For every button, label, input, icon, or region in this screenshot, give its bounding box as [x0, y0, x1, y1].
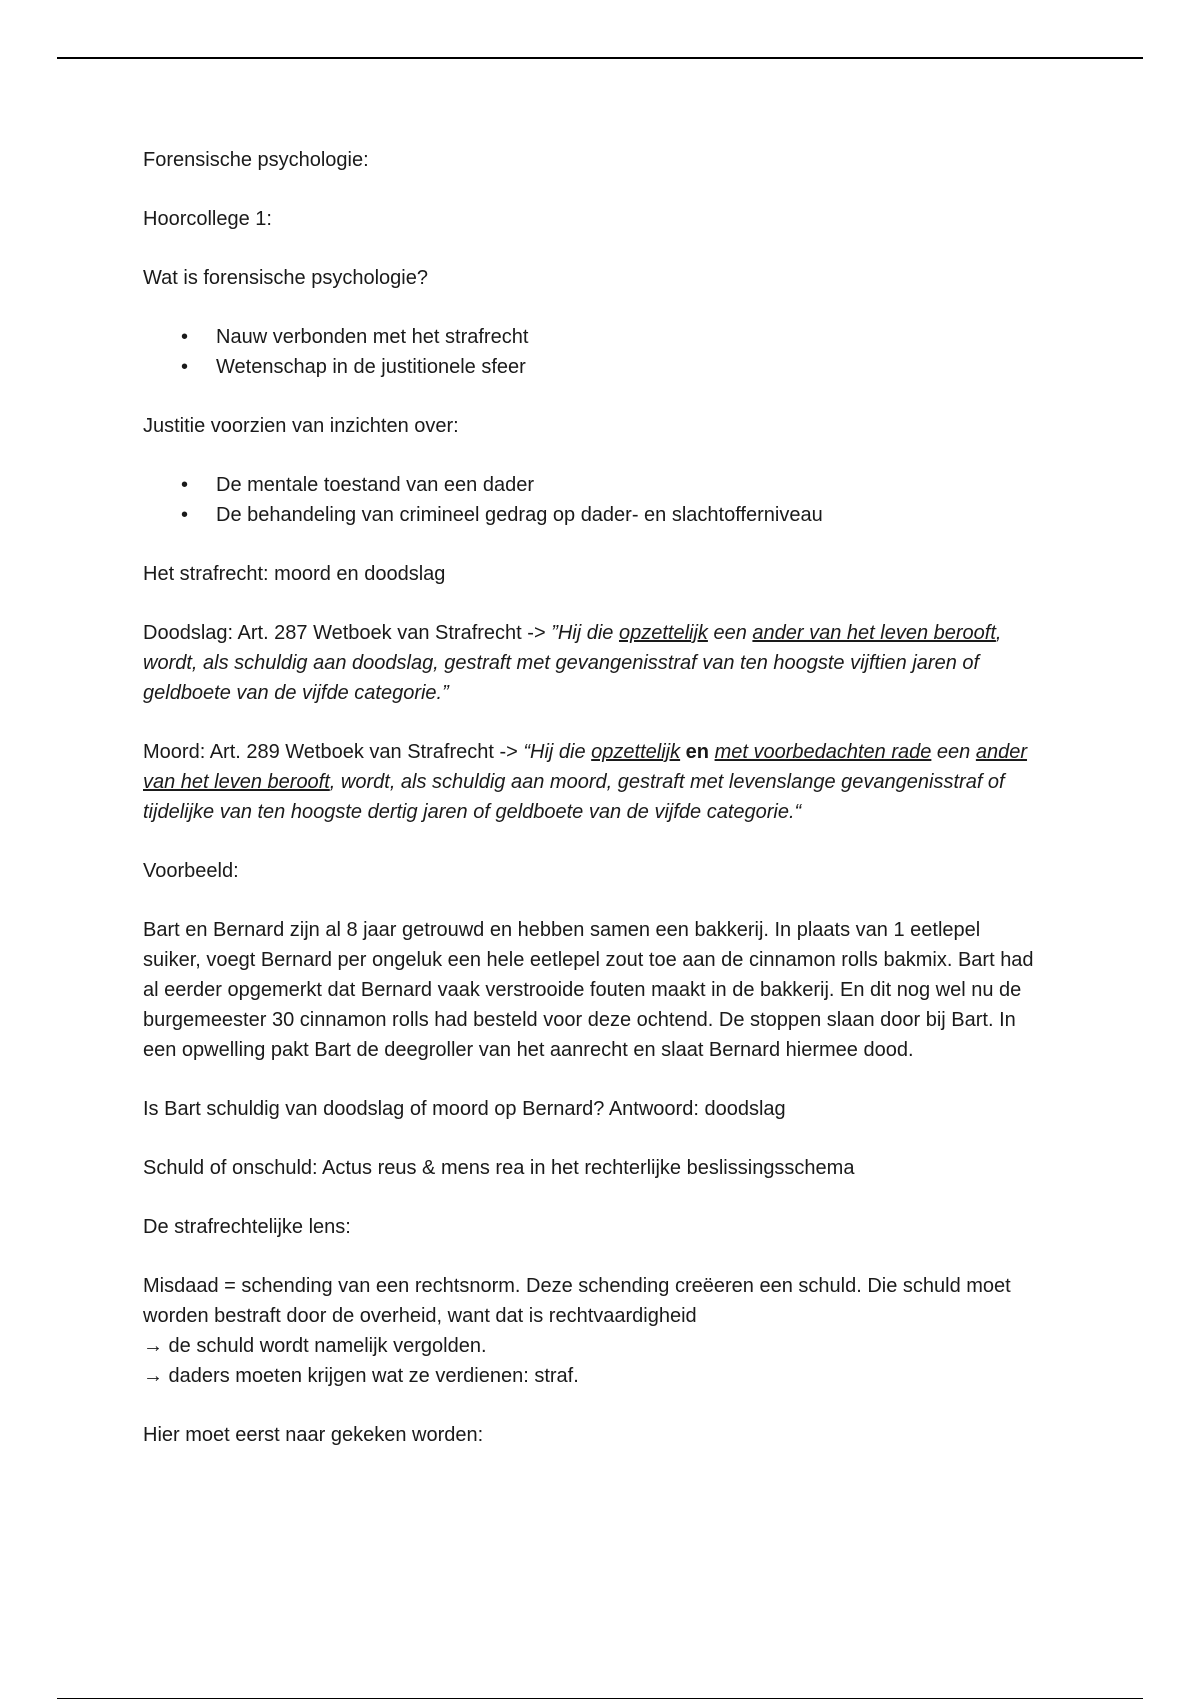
list-item: • De behandeling van crimineel gedrag op dader- en slachtofferniveau — [143, 500, 1043, 530]
header-rule — [57, 57, 1143, 59]
arrow-line-1: → de schuld wordt namelijk vergolden. — [143, 1335, 487, 1357]
document-title: Forensische psychologie: — [143, 149, 369, 171]
footer-rule — [57, 1698, 1143, 1699]
closing-line: Hier moet eerst naar gekeken worden: — [143, 1424, 484, 1446]
lecture-heading: Hoorcollege 1: — [143, 208, 272, 230]
lens-heading: De strafrechtelijke lens: — [143, 1216, 351, 1238]
question-schuldig: Is Bart schuldig van doodslag of moord op Bernard? Antwoord: doodslag — [143, 1098, 786, 1120]
list-item: • Nauw verbonden met het strafrecht — [143, 322, 1043, 352]
bullet-icon: • — [181, 504, 189, 526]
bullet-icon: • — [181, 356, 189, 378]
list-item: • De mentale toestand van een dader — [143, 470, 1043, 500]
arrow-line-2: → daders moeten krijgen wat ze verdienen: straf. — [143, 1365, 579, 1387]
bullet-icon: • — [181, 474, 189, 496]
insights-list — [143, 470, 1043, 530]
bullet-icon: • — [181, 326, 189, 348]
schuld-onschuld: Schuld of onschuld: Actus reus & mens rea in het rechterlijke beslissingsschema — [143, 1157, 855, 1179]
question-what-is: Wat is forensische psychologie? — [143, 267, 428, 289]
misdaad-text: Misdaad = schending van een rechtsnorm. Deze schending creëeren een schuld. Die schuld moet worden bestraft door de overheid, want dat is rechtvaardigheid — [143, 1275, 1011, 1327]
list-item: • Wetenschap in de justitionele sfeer — [143, 352, 1043, 382]
moord-article: Moord: Art. 289 Wetboek van Strafrecht -> “Hij die opzettelijk en met voorbedachten rade een ander van het leven berooft, wordt, als schuldig aan moord, gestraft met levenslange gevangenisstraf of tijdelijke van ten hoogste dertig jaren of geldboete van de vijfde categorie.“ — [143, 741, 1028, 823]
misdaad-paragraph — [143, 1271, 1043, 1391]
doodslag-article: Doodslag: Art. 287 Wetboek van Strafrecht -> ”Hij die opzettelijk een ander van het leven berooft, wordt, als schuldig aan doodslag, gestraft met gevangenisstraf van ten hoogste vijftien jaren of geldboete van de vijfde categorie.” — [143, 622, 1002, 704]
justitie-intro: Justitie voorzien van inzichten over: — [143, 415, 459, 437]
strafrecht-heading: Het strafrecht: moord en doodslag — [143, 563, 446, 585]
voorbeeld-text: Bart en Bernard zijn al 8 jaar getrouwd en hebben samen een bakkerij. In plaats van 1 eetlepel suiker, voegt Bernard per ongeluk een hele eetlepel zout toe aan de cinnamon rolls bakmix. Bart had al eerder opgemerkt dat Bernard vaak verstrooide fouten maakt in de bakkerij. En dit nog wel nu de burgemeester 30 cinnamon rolls had besteld voor deze ochtend. De stoppen slaan door bij Bart. In een opwelling pakt Bart de deegroller van het aanrecht en slaat Bernard hiermee dood. — [143, 919, 1034, 1061]
definition-list — [143, 322, 1043, 382]
document-body — [143, 145, 1043, 1479]
voorbeeld-label: Voorbeeld: — [143, 860, 239, 882]
